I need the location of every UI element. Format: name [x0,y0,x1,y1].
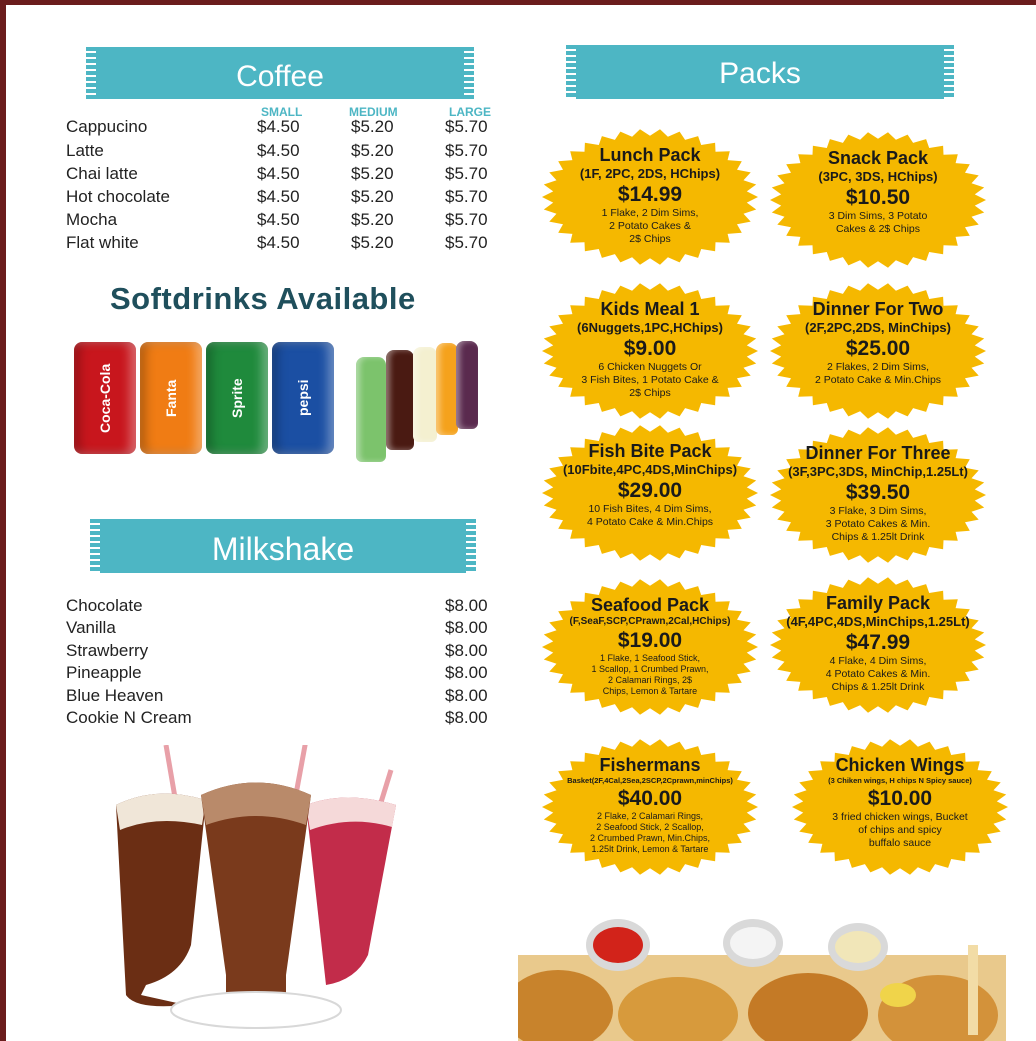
pack-burst [540,577,760,717]
cola-bottle [386,350,414,450]
coffee-price-small: $4.50 [257,210,300,229]
milkshake-item-price: $8.00 [445,686,488,705]
pack-name: Family Pack [825,593,931,613]
pack-name: Seafood Pack [590,595,710,615]
sprite-can: Sprite [206,342,268,454]
pack-price: $40.00 [617,787,683,810]
coffee-price-large: $5.70 [445,187,488,206]
pack-name: Chicken Wings [835,755,965,775]
sprite-bottle [356,357,386,462]
milkshake-row [66,641,506,663]
pack-code: (2F,2PC,2DS, MinChips) [805,320,951,335]
pack-code: (F,SeaF,SCP,CPrawn,2Cal,HChips) [569,616,731,627]
coffee-banner [92,47,468,99]
pack-code: (6Nuggets,1PC,HChips) [577,320,723,335]
coffee-item-name: Mocha [66,210,118,229]
pack-burst [540,737,760,877]
milkshake-item-name: Pineapple [66,663,142,682]
coffee-item-name: Chai latte [66,164,138,183]
pack-burst [540,281,760,421]
pack-name: Kids Meal 1 [600,299,700,319]
pack-description: 4 Flake, 4 Dim Sims, 4 Potato Cakes & Min. Chips & 1.25lt Drink [825,655,931,693]
coffee-price-large: $5.70 [445,233,488,252]
milkshake-item-name: Vanilla [66,618,116,637]
coffee-item-name: Latte [66,141,104,160]
pepsi-can: pepsi [272,342,334,454]
coffee-price-small: $4.50 [257,233,300,252]
purple-bottle [456,341,478,429]
milkshake-row [66,686,506,708]
fish-and-chips-platter-image [518,915,1006,1041]
milkshake-title: Milkshake [211,531,355,567]
coffee-price-large: $5.70 [445,117,488,136]
pack-name: Dinner For Three [805,443,951,463]
softdrinks-title: Softdrinks Available [110,281,416,316]
size-header-large: LARGE [449,105,491,119]
coffee-price-medium: $5.20 [351,210,394,229]
pack-code: (4F,4PC,4DS,MinChips,1.25Lt) [786,614,970,629]
pack-burst [768,575,988,715]
pack-burst [768,281,988,421]
coffee-row [66,233,506,255]
coffee-price-medium: $5.20 [351,117,394,136]
coffee-price-large: $5.70 [445,210,488,229]
pack-description: 2 Flakes, 2 Dim Sims, 2 Potato Cake & Min.Chips [814,361,942,386]
coffee-row [66,117,506,139]
pack-price: $10.00 [867,787,933,810]
milkshake-glasses-image [106,745,406,1035]
coffee-price-small: $4.50 [257,187,300,206]
coffee-item-name: Hot chocolate [66,187,170,206]
pack-price: $39.50 [845,481,911,504]
pack-description: 2 Flake, 2 Calamari Rings, 2 Seafood Stick, 2 Scallop, 2 Crumbed Prawn, Min.Chips, 1.25lt Drink, Lemon & Tartare [589,811,711,854]
milkshake-item-price: $8.00 [445,618,488,637]
coffee-row [66,210,506,232]
pack-code: (3 Chiken wings, H chips N Spicy sauce) [828,776,972,785]
milkshake-item-price: $8.00 [445,663,488,682]
pack-price: $14.99 [617,183,683,206]
pack-name: Fish Bite Pack [588,441,712,461]
pack-price: $25.00 [845,337,911,360]
milkshake-row [66,708,506,730]
pack-burst [790,737,1010,877]
milkshake-item-name: Strawberry [66,641,149,660]
fanta-can: Fanta [140,342,202,454]
coffee-price-medium: $5.20 [351,233,394,252]
coffee-price-small: $4.50 [257,141,300,160]
pack-burst [768,130,988,270]
lemonade-bottle [413,347,437,442]
milkshake-item-price: $8.00 [445,641,488,660]
milkshake-row [66,618,506,640]
pack-description: 6 Chicken Nuggets Or 3 Fish Bites, 1 Potato Cake & 2$ Chips [581,361,719,399]
milkshake-item-price: $8.00 [445,596,488,615]
pack-name: Fishermans [599,755,701,775]
pack-burst [768,425,988,565]
pack-code: (10Fbite,4PC,4DS,MinChips) [562,462,738,477]
coffee-price-large: $5.70 [445,164,488,183]
pack-description: 3 Flake, 3 Dim Sims, 3 Potato Cakes & Min. Chips & 1.25lt Drink [825,505,931,543]
milkshake-row [66,596,506,618]
pack-description: 1 Flake, 2 Dim Sims, 2 Potato Cakes & 2$ Chips [601,207,699,245]
coffee-price-small: $4.50 [257,164,300,183]
pack-price: $29.00 [617,479,683,502]
pack-price: $9.00 [623,337,677,360]
coffee-row [66,164,506,186]
pack-burst [540,423,760,563]
pack-description: 1 Flake, 1 Seafood Stick, 1 Scallop, 1 Crumbed Prawn, 2 Calamari Rings, 2$ Chips, Lemon & Tartare [591,653,709,696]
coffee-price-large: $5.70 [445,141,488,160]
milkshake-item-name: Cookie N Cream [66,708,192,727]
coffee-item-name: Cappucino [66,117,148,136]
coffee-row [66,187,506,209]
size-header-small: SMALL [261,105,303,119]
pack-name: Snack Pack [827,148,929,168]
coca-cola-can: Coca-Cola [74,342,136,454]
pack-name: Dinner For Two [812,299,944,319]
pack-price: $19.00 [617,629,683,652]
pack-code: (3PC, 3DS, HChips) [818,169,938,184]
coffee-price-medium: $5.20 [351,164,394,183]
pack-price: $47.99 [845,631,911,654]
size-header-medium: MEDIUM [349,105,398,119]
pack-code: (3F,3PC,3DS, MinChip,1.25Lt) [788,464,968,479]
pack-code: Basket(2F,4Cal,2Sea,2SCP,2Cprawn,minChips) [567,776,733,785]
pack-code: (1F, 2PC, 2DS, HChips) [579,166,721,181]
pack-burst [540,127,760,267]
coffee-item-name: Flat white [66,233,139,252]
coffee-row [66,141,506,163]
coffee-price-small: $4.50 [257,117,300,136]
pack-price: $10.50 [845,186,911,209]
milkshake-row [66,663,506,685]
coffee-price-medium: $5.20 [351,187,394,206]
coffee-title: Coffee [236,60,324,93]
packs-title: Packs [719,57,801,90]
milkshake-item-name: Blue Heaven [66,686,164,705]
milkshake-item-name: Chocolate [66,596,143,615]
coffee-price-medium: $5.20 [351,141,394,160]
packs-banner [572,45,948,99]
milkshake-item-price: $8.00 [445,708,488,727]
milkshake-banner [96,519,470,573]
pack-description: 10 Fish Bites, 4 Dim Sims, 4 Potato Cake & Min.Chips [586,503,714,528]
pack-description: 3 fried chicken wings, Bucket of chips and spicy buffalo sauce [832,811,968,849]
orange-bottle [436,343,458,435]
pack-name: Lunch Pack [599,145,701,165]
pack-description: 3 Dim Sims, 3 Potato Cakes & 2$ Chips [828,210,928,235]
